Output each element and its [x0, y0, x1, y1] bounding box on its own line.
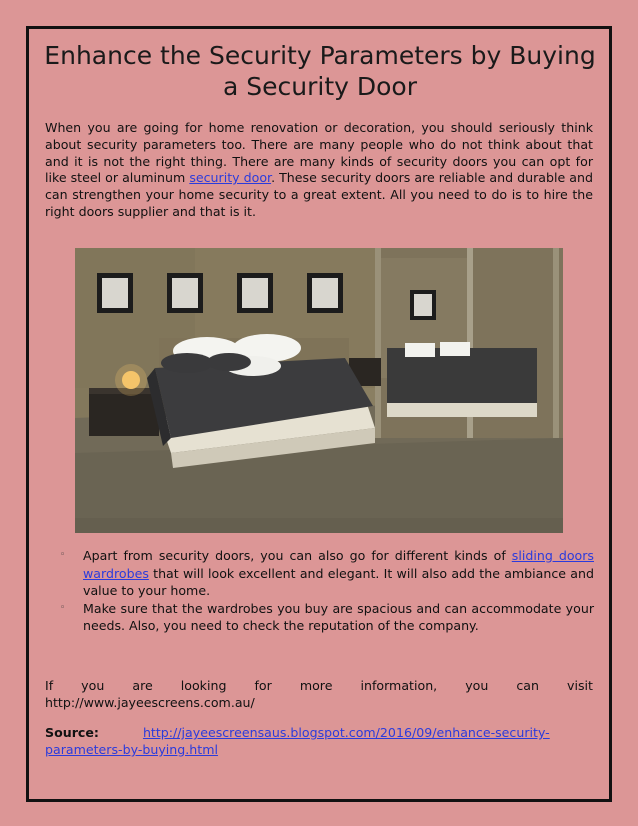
visit-url: http://www.jayeescreens.com.au/	[45, 695, 255, 710]
bullet-text: Make sure that the wardrobes you buy are spacious and can accommodate your needs. Also, you need to check the reputation of the company.	[83, 600, 594, 633]
source-label: Source:	[45, 725, 99, 740]
bullet-list	[60, 547, 594, 635]
bullet-marker: ◦	[60, 550, 66, 560]
visit-line: If you are looking for more information, you can visit	[45, 678, 593, 693]
visit-paragraph	[45, 677, 593, 711]
security-door-link[interactable]: security door	[189, 170, 272, 186]
intro-text-before: When you are going for home renovation or decoration, you should seriously think about security parameters too. There are many people who do not think about that and it is not the right thing. There are many kinds of security doors you can opt for like steel or aluminum	[45, 120, 593, 186]
sliding-doors-wardrobes-link[interactable]: sliding doors wardrobes	[83, 548, 594, 581]
bullet-text-after: that will look excellent and elegant. It will also add the ambiance and value to your home.	[83, 565, 594, 598]
source-link[interactable]: http://jayeescreensaus.blogspot.com/2016/09/enhance-security-parameters-by-buying.html	[45, 725, 550, 757]
intro-text-after: . These security doors are reliable and durable and can strengthen your home security to a great extent. All you need to do is to hire the right doors supplier and that is it.	[45, 170, 593, 219]
intro-paragraph	[45, 120, 593, 221]
source-line	[45, 724, 593, 758]
list-item	[60, 547, 594, 600]
bedroom-photo	[75, 248, 563, 533]
list-item	[60, 600, 594, 635]
bullet-text-before: Apart from security doors, you can also go for different kinds of	[83, 548, 512, 563]
page-title: Enhance the Security Parameters by Buying a Security Door	[44, 41, 596, 101]
bullet-marker: ◦	[60, 602, 66, 613]
